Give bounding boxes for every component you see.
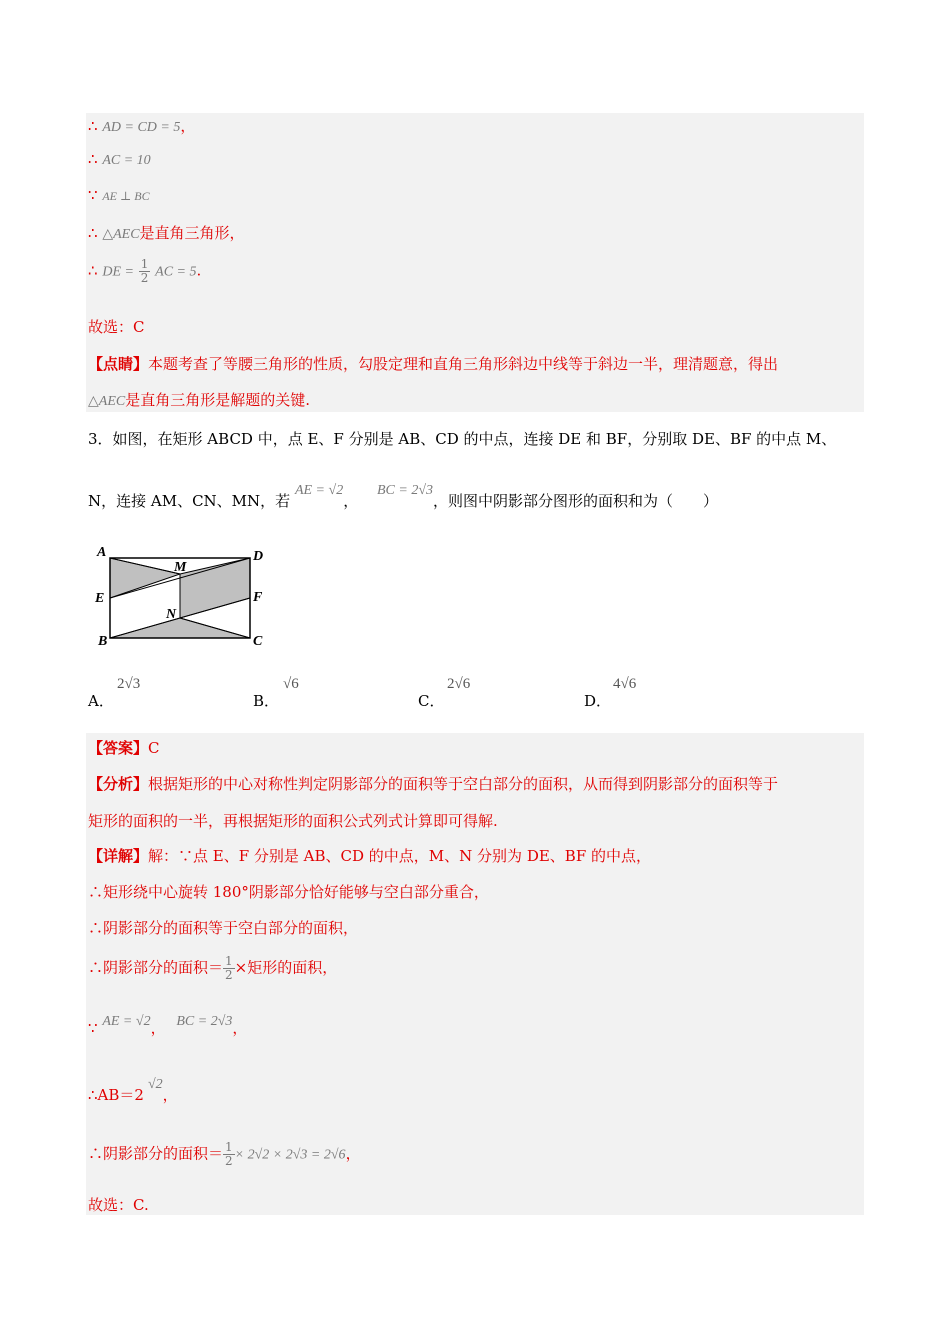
line-ac: ∴ AC = 10: [88, 150, 151, 168]
option-a-label[interactable]: A．: [88, 692, 114, 710]
question-line-2: N，连接 AM、CN、MN，若 AE = √2， BC = 2√3，则图中阴影部分图形的面积和为（ ）: [88, 483, 719, 510]
label-A: A: [97, 545, 107, 560]
comment-line-1: 【点睛】本题考查了等腰三角形的性质，勾股定理和直角三角形斜边中线等于斜边一半，理清题意，得出: [88, 355, 779, 373]
shaded-left-triangles: [110, 558, 180, 598]
option-b-value: √6: [283, 676, 299, 692]
label-B: B: [98, 634, 108, 649]
option-d-value: 4√6: [613, 676, 637, 692]
label-D: D: [253, 549, 264, 564]
detail-line-2: ∴矩形绕中心旋转 180°阴影部分恰好能够与空白部分重合，: [88, 883, 489, 901]
label-N: N: [166, 607, 177, 622]
label-C: C: [253, 634, 263, 649]
detail-line-4: ∴阴影部分的面积＝ $\frac{1}{2}$ ×矩形的面积，: [88, 954, 338, 982]
comment-line-2: △AEC是直角三角形是解题的关键.: [88, 391, 310, 409]
option-d-label[interactable]: D．: [584, 692, 612, 710]
line-right-triangle: ∴ △AEC是直角三角形，: [88, 224, 245, 242]
line-ae-perp: ∵ AE ⊥ BC: [88, 186, 150, 204]
option-c-label[interactable]: C．: [418, 692, 445, 710]
detail-line-1: 【详解】解：∵点 E、F 分别是 AB、CD 的中点，M、N 分别为 DE、BF 的中点，: [88, 847, 652, 865]
analysis-line-1: 【分析】根据矩形的中心对称性判定阴影部分的面积等于空白部分的面积，从而得到阴影部分的面积等于: [88, 775, 779, 793]
choice-2: 故选：C.: [88, 1196, 149, 1214]
answer-line: 【答案】C: [88, 739, 160, 757]
line-ad-cd: ∴ AD = CD = 5，: [88, 117, 196, 135]
detail-line-7: ∴阴影部分的面积＝ $\frac{1}{2}$ × 2√2 × 2√3 = 2√6，: [88, 1140, 361, 1168]
label-F: F: [253, 590, 263, 605]
option-b-label[interactable]: B．: [253, 692, 280, 710]
analysis-line-2: 矩形的面积的一半，再根据矩形的面积公式列式计算即可得解.: [88, 812, 498, 830]
label-M: M: [174, 560, 187, 575]
rectangle-figure: [92, 544, 272, 654]
detail-line-6: ∴AB＝2√2，: [88, 1077, 178, 1104]
shaded-bottom-triangle: [110, 618, 250, 638]
option-a-value: 2√3: [117, 676, 141, 692]
option-c-value: 2√6: [447, 676, 471, 692]
shaded-parallelogram: [180, 558, 250, 618]
label-E: E: [95, 591, 105, 606]
question-line-1: 3．如图，在矩形 ABCD 中，点 E、F 分别是 AB、CD 的中点，连接 DE 和 BF，分别取 DE、BF 的中点 M、: [88, 430, 837, 448]
line-de: ∴ DE = $\frac{1}{2}$ AC = 5.: [88, 257, 202, 285]
choice-1: 故选：C: [88, 318, 145, 336]
detail-line-3: ∴阴影部分的面积等于空白部分的面积，: [88, 919, 359, 937]
detail-line-5: ∵ AE = √2， BC = 2√3，: [88, 1014, 248, 1037]
